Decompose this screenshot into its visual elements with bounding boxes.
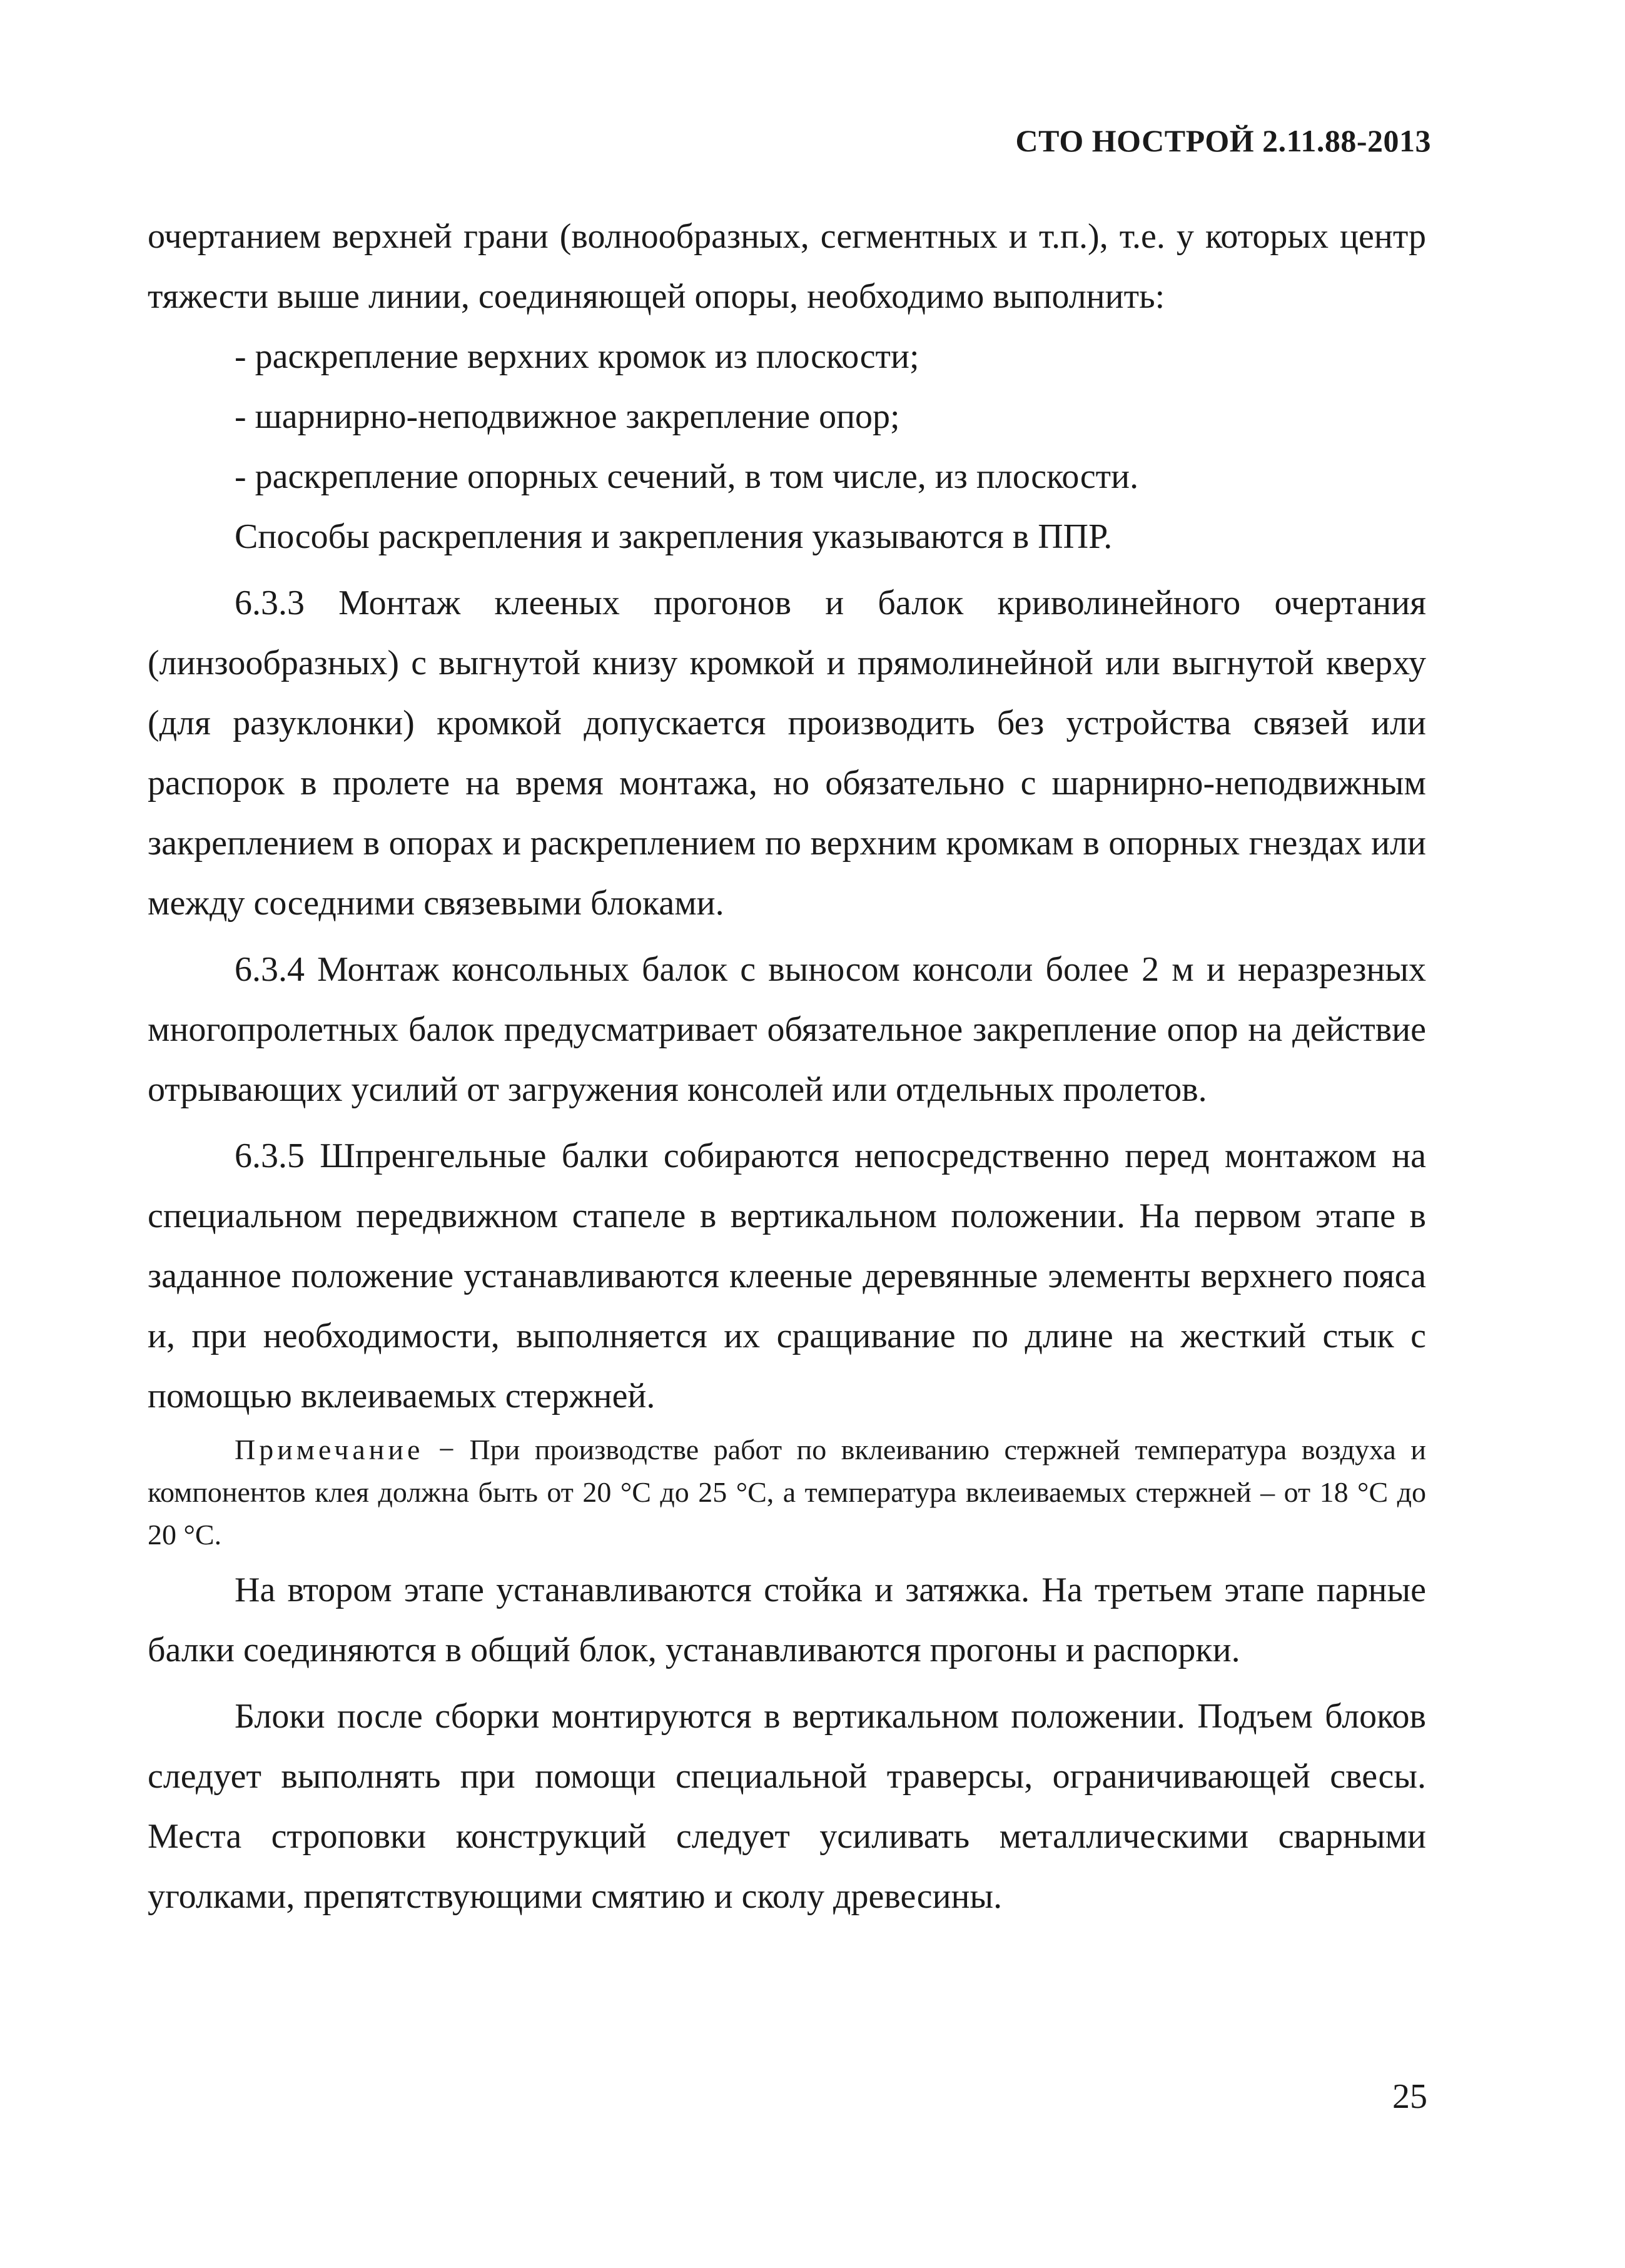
document-header: СТО НОСТРОЙ 2.11.88-2013 <box>1015 123 1431 158</box>
intro-paragraph: очертанием верхней грани (волнообразных, сегментных и т.п.), т.е. у которых центр тяжести выше линии, соединяющей опоры, необходимо выполнить: <box>148 217 1426 316</box>
page-body <box>148 206 1426 1926</box>
note-dash: − <box>423 1434 470 1466</box>
note-label: Примечание <box>235 1434 424 1466</box>
paragraph-6-3-4: 6.3.4 Монтаж консольных балок с выносом консоли более 2 м и неразрезных многопролетных балок предусматривает обязательное закрепление опор на действие отрывающих усилий от загружения консолей или отдельных пролетов. <box>148 950 1426 1109</box>
list-item: - раскрепление верхних кромок из плоскости; <box>235 337 919 376</box>
list-item: - раскрепление опорных сечений, в том числе, из плоскости. <box>235 457 1139 496</box>
methods-paragraph: Способы раскрепления и закрепления указываются в ППР. <box>235 517 1113 556</box>
paragraph-6-3-3: 6.3.3 Монтаж клееных прогонов и балок криволинейного очертания (линзообразных) с выгнутой книзу кромкой и прямолинейной или выгнутой кверху (для разуклонки) кромкой допускается производить без устройства связей или распорок в пролете на время монтажа, но обязательно с шарнирно-неподвижным закреплением в опорах и раскреплением по верхним кромкам в опорных гнездах или между соседними связевыми блоками. <box>148 584 1426 923</box>
blocks-paragraph: Блоки после сборки монтируются в вертикальном положении. Подъем блоков следует выполнять при помощи специальной траверсы, ограничивающей свесы. Места строповки конструкций следует усиливать металлическими сварными уголками, препятствующими смятию и сколу древесины. <box>148 1697 1426 1916</box>
note-text: При производстве работ по вклеиванию стержней температура воздуха и компонентов клея должна быть от 20 °С до 25 °С, а температура вклеиваемых стержней – от 18 °С до 20 °С. <box>148 1434 1426 1551</box>
list-item: - шарнирно-неподвижное закрепление опор; <box>235 397 900 436</box>
second-stage-paragraph: На втором этапе устанавливаются стойка и затяжка. На третьем этапе парные балки соединяются в общий блок, устанавливаются прогоны и распорки. <box>148 1571 1426 1669</box>
note <box>148 1429 1426 1556</box>
page-number: 25 <box>1392 2077 1427 2116</box>
paragraph-6-3-5: 6.3.5 Шпренгельные балки собираются непосредственно перед монтажом на специальном передвижном стапеле в вертикальном положении. На первом этапе в заданное положение устанавливаются клееные деревянные элементы верхнего пояса и, при необходимости, выполняется их сращивание по длине на жесткий стык с помощью вклеиваемых стержней. <box>148 1137 1426 1415</box>
